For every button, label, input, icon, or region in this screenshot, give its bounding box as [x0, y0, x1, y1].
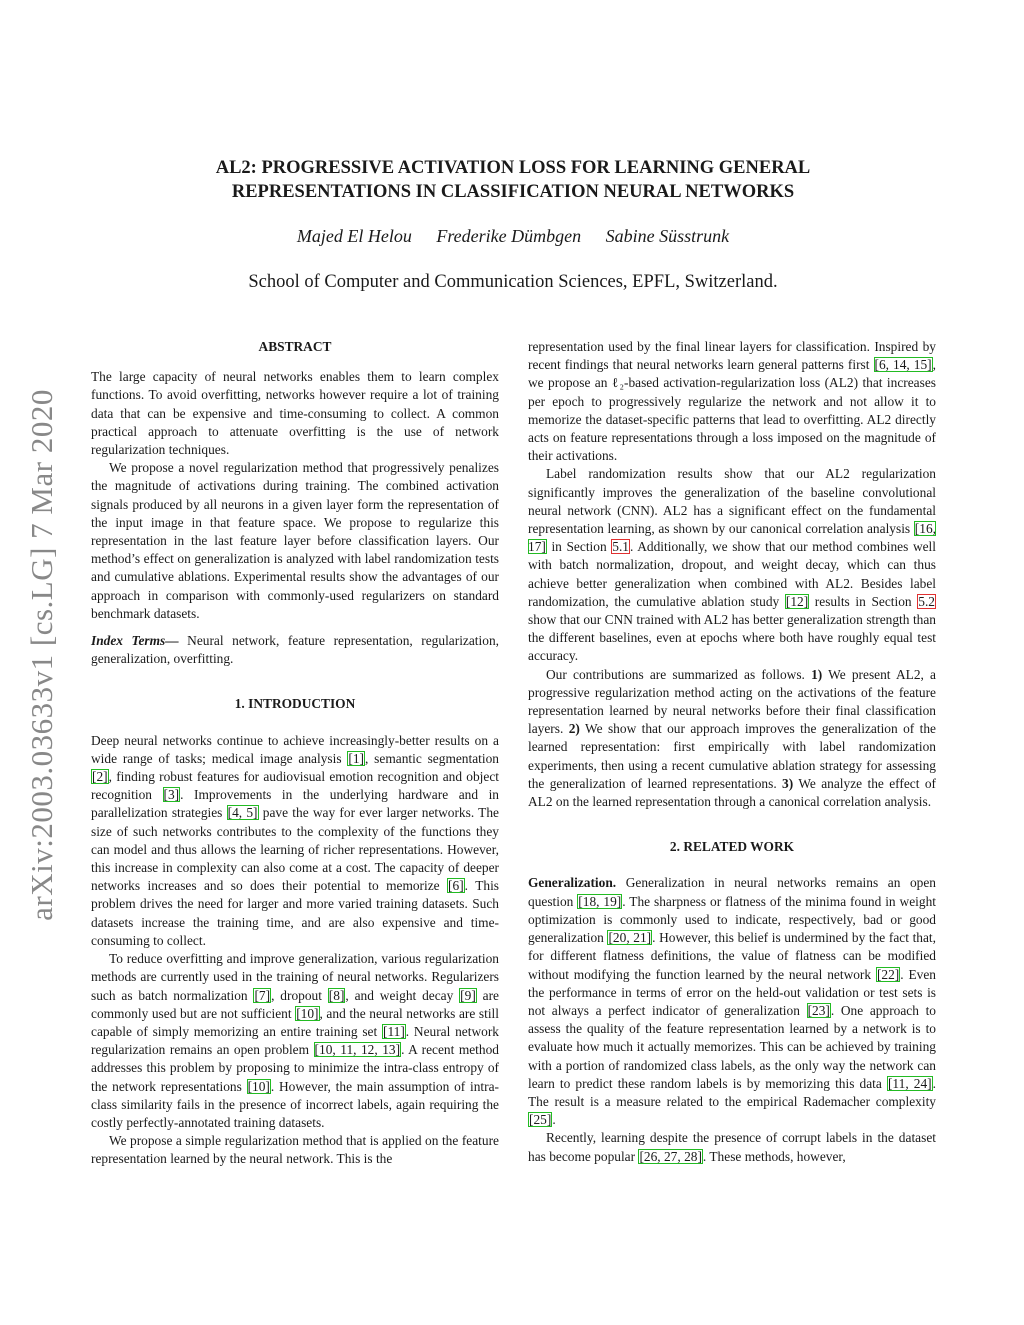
- citation-link[interactable]: [18, 19]: [578, 893, 622, 909]
- related-work-heading: 2. RELATED WORK: [669, 839, 795, 855]
- text-run: We show that our approach improves the generalization of the learned representation: first empirically with label randomization experiments, then using a recent cumulative ablation strategy for assessing the generalization of learned representations.: [528, 721, 936, 791]
- text-run: Our contributions are summarized as follows.: [546, 666, 812, 682]
- text-run: . Additionally, we show that our method combines well with batch normalization, dropout, and weight decay, which can thus achieve better generalization when combined with AL2. Besides label randomization, the cumulative ablation study: [528, 539, 936, 609]
- text-run: , we propose an ℓ₂-based activation-regularization loss (AL2) that increases per epoch to progressively regularize the network and not allow it to memorize the dataset-specific patterns that lead to overfitting. AL2 directly acts on feature representations through a loss imposed on the magnitude of their activations.: [528, 357, 936, 464]
- citation-link[interactable]: [9]: [460, 987, 476, 1003]
- intro-paragraph-4: [528, 465, 936, 665]
- index-terms-label: Index Terms—: [91, 633, 179, 649]
- arxiv-identifier-text: arXiv:2003.03633v1 [cs.LG] 7 Mar 2020: [24, 389, 59, 921]
- intro-paragraph-1: [91, 732, 499, 950]
- abstract-paragraph-1: The large capacity of neural networks enables them to learn complex functions. To avoid overfitting, networks however require a lot of training data that can be expensive and time-consuming to collect. A common practical approach to attenuate overfitting is the use of network regularization techniques.: [91, 369, 499, 458]
- citation-link[interactable]: [22]: [876, 966, 900, 982]
- text-run: . This problem drives the need for larger and more varied training datasets. Such datasets increase the training time, and are also expensive and time-consuming to collect.: [91, 878, 500, 948]
- text-run: Recently, learning despite the presence of corrupt labels in the dataset has become popular: [528, 1130, 936, 1164]
- citation-link[interactable]: [8]: [328, 987, 345, 1003]
- paper-title: [90, 156, 936, 204]
- section-reference-link[interactable]: 5.1: [612, 539, 630, 555]
- intro-paragraph-3: We propose a simple regularization method that is applied on the feature representation learned by the neural network. This is the: [91, 1133, 499, 1167]
- text-run: Generalization in neural networks remains an open question: [528, 875, 936, 909]
- contribution-number: 2): [568, 721, 580, 737]
- abstract-paragraph-2: We propose a novel regularization method that progressively penalizes the magnitude of activations during training. The combined activation signals produced by all neurons in a given layer form the representation of the input image in that feature space. We propose to regularize this representation in the last feature layer before classification layers. Our method’s effect on generalization is analyzed with label randomization tests and cumulative ablations. Experimental results show the advantages of our approach in comparison with commonly-used regularizers on standard benchmark datasets.: [91, 460, 499, 621]
- section-reference-link[interactable]: 5.2: [918, 593, 935, 609]
- citation-link[interactable]: [26, 27, 28]: [639, 1148, 702, 1164]
- text-run: . A recent method addresses this problem by proposing to minimize the intra-class entropy of the network representations: [91, 1042, 499, 1094]
- left-column: [91, 338, 499, 1169]
- text-run: results in Section: [809, 593, 918, 609]
- text-run: . However, the main assumption of intra-class similarity fails in the presence of incorrect labels, again requiring the costly perfectly-annotated training datasets.: [91, 1078, 499, 1130]
- text-run: . Neural network regularization remains an open problem: [91, 1023, 499, 1058]
- text-run: .: [552, 1112, 556, 1128]
- citation-link[interactable]: [4, 5]: [227, 805, 258, 821]
- text-run: We analyze the effect of AL2 on the learned representation through a canonical correlation analysis.: [528, 775, 936, 810]
- text-run: in Section: [546, 539, 612, 555]
- text-run: representation used by the final linear layers for classification. Inspired by recent findings that neural networks learn general patterns first: [528, 339, 936, 373]
- citation-link[interactable]: [25]: [529, 1112, 552, 1128]
- author-1: Majed El Helou: [296, 226, 412, 246]
- citation-link[interactable]: [6]: [448, 878, 464, 894]
- contribution-number: 3): [782, 775, 794, 791]
- citation-link[interactable]: [11]: [382, 1023, 405, 1039]
- text-run: . These methods, however,: [702, 1148, 846, 1164]
- citation-link[interactable]: [1]: [348, 750, 365, 766]
- citation-link[interactable]: [7]: [254, 987, 271, 1003]
- related-paragraph-1: [528, 874, 936, 1129]
- intro-paragraph-2: [91, 950, 499, 1132]
- text-run: Label randomization results show that our AL2 regularization significantly improves the generalization of the baseline convolutional neural network (CNN). AL2 has a significant effect on the fundamental representation learning, as shown by our canonical correlation analysis: [528, 466, 936, 537]
- author-3: Sabine Süsstrunk: [605, 226, 730, 246]
- run-in-heading: Generalization.: [528, 875, 617, 891]
- text-run: . One approach to assess the quality of the feature representation learned by a network is to evaluate how much it actually memorizes. This can be achieved by training with a portion of randomized class labels, as the only way the network can learn to predict these random labels is by memorizing this data: [528, 1002, 936, 1091]
- citation-link[interactable]: [2]: [92, 769, 108, 785]
- text-run: , finding robust features for audiovisual emotion recognition and object recognition: [91, 769, 499, 803]
- citation-link[interactable]: [16, 17]: [528, 521, 936, 555]
- abstract-heading: ABSTRACT: [258, 339, 332, 354]
- text-run: , and the neural networks are still capable of simply memorizing an entire training set: [91, 1005, 499, 1039]
- arxiv-identifier: [22, 355, 62, 955]
- citation-link[interactable]: [10]: [296, 1005, 319, 1021]
- contributions-paragraph: [528, 666, 936, 812]
- right-column: [528, 338, 936, 1166]
- text-run: . However, this belief is undermined by the fact that, for different flatness definitions, the value of flatness can be modified without modifying the function learned by the neural network: [528, 930, 937, 982]
- affiliation: School of Computer and Communication Sciences, EPFL, Switzerland.: [248, 272, 778, 292]
- citation-link[interactable]: [20, 21]: [608, 930, 652, 946]
- text-run: show that our CNN trained with AL2 has better generalization strength than the different baselines, even at epochs where both have roughly equal test accuracy.: [528, 612, 936, 664]
- citation-link[interactable]: [10, 11, 12, 13]: [314, 1042, 401, 1058]
- contribution-number: 1): [811, 666, 823, 682]
- citation-link[interactable]: [12]: [785, 593, 809, 609]
- title-line-1: AL2: PROGRESSIVE ACTIVATION LOSS FOR LEARNING GENERAL: [215, 158, 811, 178]
- citation-link[interactable]: [10]: [247, 1078, 270, 1094]
- introduction-heading: 1. INTRODUCTION: [234, 696, 356, 712]
- text-run: Deep neural networks continue to achieve increasingly-better results on a wide range of tasks; medical image analysis: [91, 732, 499, 766]
- citation-link[interactable]: [3]: [163, 787, 180, 803]
- text-run: . Even the performance in terms of error on the held-out validation or test sets is not always a perfect indicator of generalization: [528, 966, 936, 1018]
- text-run: are commonly used but are not sufficient: [91, 987, 499, 1021]
- text-run: pave the way for ever larger networks. The size of such networks contributes to the complexity of the functions they can model and thus allows the learning of richer representations. However, this increase in complexity can also come at a cost. The capacity of deeper networks increases and so does their potential to memorize: [91, 805, 499, 894]
- text-run: , dropout: [271, 987, 328, 1003]
- text-run: . The result is a measure related to the empirical Rademacher complexity: [528, 1075, 936, 1109]
- authors: [90, 226, 936, 247]
- title-line-2: REPRESENTATIONS IN CLASSIFICATION NEURAL NETWORKS: [231, 182, 795, 202]
- text-run: To reduce overfitting and improve generalization, various regularization methods are currently used in the training of neural networks. Regularizers such as batch normalization: [91, 951, 499, 1003]
- index-terms-text: Neural network, feature representation, regularization, generalization, overfitting.: [91, 633, 499, 667]
- related-paragraph-2: [528, 1129, 936, 1165]
- text-run: We present AL2, a progressive regularization method acting on the activations of the feature representation learned by neural networks before their final classification layers.: [528, 666, 936, 737]
- text-run: . The sharpness or flatness of the minima found in weight optimization is commonly used to indicate, respectively, bad or good generalization: [528, 893, 936, 946]
- citation-link[interactable]: [11, 24]: [887, 1075, 932, 1091]
- citation-link[interactable]: [6, 14, 15]: [874, 357, 932, 373]
- intro-paragraph-3-continued: [528, 338, 936, 465]
- citation-link[interactable]: [23]: [807, 1002, 830, 1018]
- text-run: , and weight decay: [345, 987, 460, 1003]
- text-run: , semantic segmentation: [365, 750, 499, 766]
- text-run: . Improvements in the underlying hardware and in parallelization strategies: [91, 787, 499, 821]
- author-2: Frederike Dümbgen: [436, 226, 582, 246]
- index-terms: [91, 632, 499, 668]
